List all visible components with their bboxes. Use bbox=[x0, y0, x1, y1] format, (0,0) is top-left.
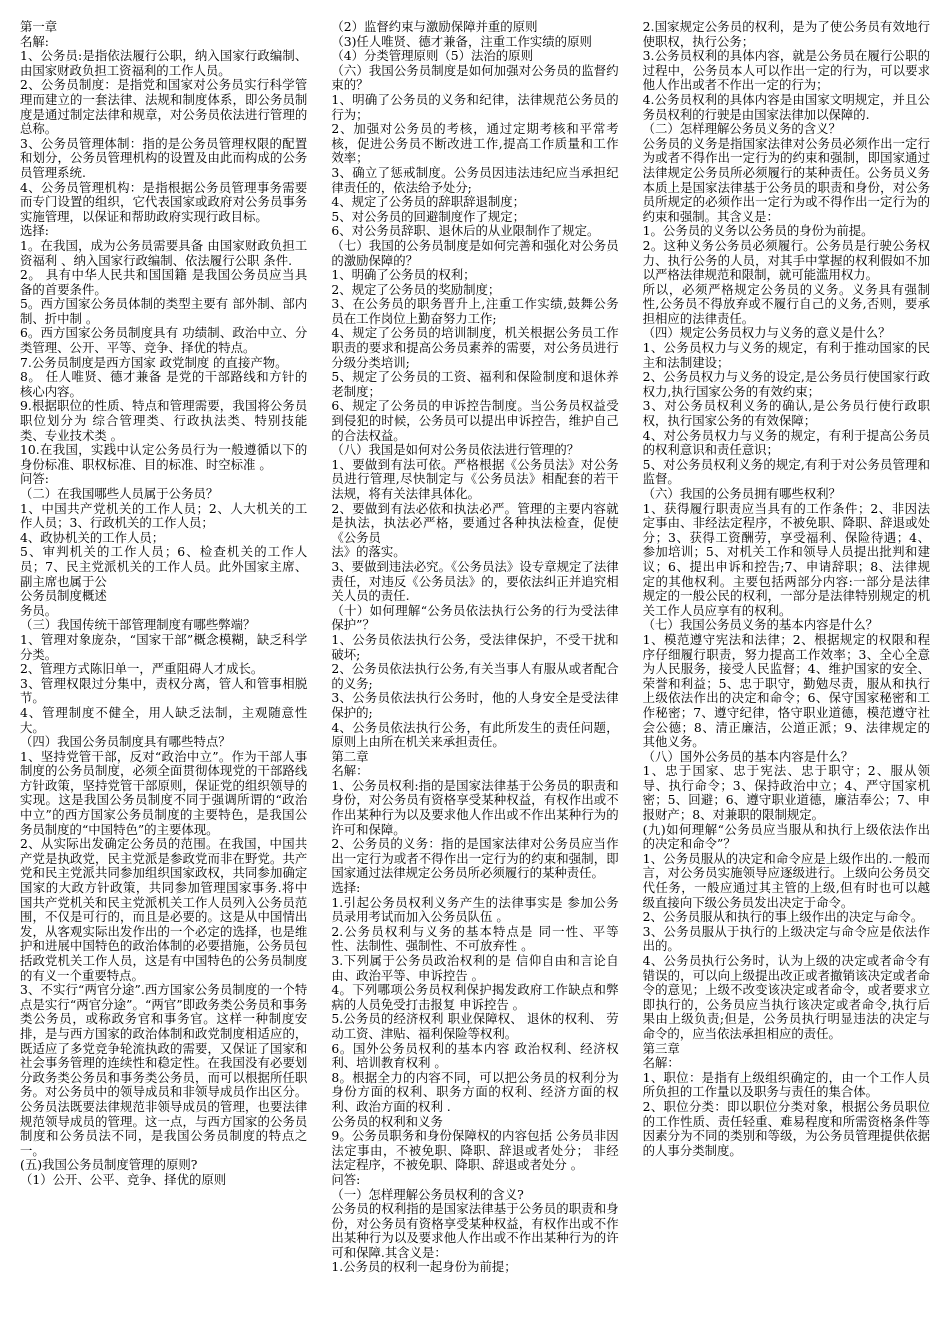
text-paragraph: (九)如何理解“公务员应当服从和执行上级依法作出的决定和命令”？ bbox=[642, 821, 930, 852]
text-paragraph: 4、规定了公务员的培训制度，机关根据公务员工作职责的要求和提高公务员素养的需要，对公务员进行分级分类培训; bbox=[331, 325, 619, 370]
text-paragraph: （一）怎样理解公务员权利的含义? bbox=[331, 1186, 524, 1202]
text-paragraph: 1、公务员:是指依法履行公职，纳入国家行政编制、由国家财政负担工资福利的工作人员。 bbox=[20, 48, 308, 78]
text-paragraph: 名解： bbox=[331, 763, 369, 779]
text-paragraph: 3.下列属于公务员政治权利的是 信仰自由和言论自由、政治平等、申诉控告 。 bbox=[331, 953, 619, 983]
text-paragraph: 1、忠于国家、忠于宪法、忠于职守；2、服从领导、执行命令；3、保持政治中立；4、严守国家机密；5、回避；6、遵守职业道德，廉洁奉公；7、申报财产；8、对兼职的限制规定。 bbox=[642, 763, 930, 823]
text-paragraph: 2.国家规定公务员的权利，是为了使公务员有效地行使职权，执行公务； bbox=[642, 20, 930, 49]
text-paragraph: 4、对公务员权力与义务的规定，有利于提高公务员的权利意识和责任意识； bbox=[642, 427, 930, 458]
text-paragraph: 选择: bbox=[20, 223, 49, 239]
text-paragraph: （八）国外公务员的基本内容是什么？ bbox=[642, 748, 854, 764]
text-paragraph: 2、公务员权力与义务的设定,是公务员行使国家行政权力,执行国家公务的有效约束； bbox=[642, 369, 930, 399]
text-paragraph: 4、规定了公务员的辞职辞退制度； bbox=[331, 194, 526, 210]
text-paragraph: 2、规定了公务员的奖励制度； bbox=[331, 281, 501, 297]
text-paragraph: 8。根据全力的内容不同，可以把公务员的权利分为 身份方面的权利、职务方面的权利、经济方面的权利、政治方面的权利 . bbox=[331, 1069, 619, 1114]
text-paragraph: 3、在公务员的职务晋升上,注重工作实绩,鼓舞公务员在工作岗位上勤奋努力工作; bbox=[331, 296, 619, 326]
text-paragraph: 公务员的权利和义务 bbox=[331, 1113, 443, 1129]
text-paragraph: 6。西方国家公务员制度具有 功绩制、政治中立、分类管理、公开、平等、竞争、择优的特点。 bbox=[20, 325, 308, 356]
text-paragraph: 6、对公务员辞职、退休后的从业限制作了规定。 bbox=[331, 223, 600, 239]
text-paragraph: 法》的落实。 bbox=[331, 544, 406, 560]
text-paragraph: （4）分类管理原则（5）法治的原则 bbox=[331, 48, 533, 64]
text-paragraph: 3.公务员权利的具体内容，就是公务员在履行公职的过程中，公务员本人可以作出一定的行为，可以要求他人作出或者不作出一定的行为； bbox=[642, 48, 930, 93]
text-paragraph: 1、模范遵守宪法和法律；2、根据规定的权限和程序仔细履行职责，努力提高工作效率；3、全心全意为人民服务，接受人民监督；4、维护国家的安全、荣誉和利益；5、忠于职守，勤勉尽责，服从和执行上级依法作出的决定和命令；6、保守国家秘密和工作秘密；7、遵守纪律，恪守职业道德，模范遵守社会公德；8、清正廉洁，公道正派；9、法律规定的其他义务。 bbox=[642, 631, 930, 750]
text-paragraph: 5、审判机关的工作人员；6、检查机关的工作人员；7、民主党派机关的工作人员。此外国家主席、副主席也属于公 bbox=[20, 544, 308, 589]
text-paragraph: 6、规定了公务员的申诉控告制度。当公务员权益受到侵犯的时候，公务员可以提出申诉控告，维护自己的合法权益。 bbox=[331, 398, 619, 443]
text-paragraph: 1、公务员权力与义务的规定，有利于推动国家的民主和法制建设； bbox=[642, 340, 930, 370]
text-paragraph: （2）监督约束与激励保障并重的原则 bbox=[331, 20, 538, 34]
text-paragraph: 1.引起公务员权利义务产生的法律事实是 参加公务员录用考试而加入公务员队伍 。 bbox=[331, 894, 619, 925]
text-paragraph: 1。在我国，成为公务员需要具备 由国家财政负担工资福利 、纳入国家行政编制、依法履行公职 条件. bbox=[20, 237, 308, 268]
text-paragraph: 1、公务员权利:指的是国家法律基于公务员的职责和身份，对公务员有资格享受某种权益，有权作出或不作出某种行为以及要求他人作出或不作出某种行为的许可和保障。 bbox=[331, 777, 619, 837]
text-paragraph: 4、管理制度不健全，用人缺乏法制，主观随意性大。 bbox=[20, 704, 308, 735]
text-paragraph: 公务员的权利指的是国家法律基于公务员的职责和身份，对公务员有资格享受某种权益，有权作出或不作出某种行为以及要求他人作出或不作出某种行为的许可和保障.其含义是： bbox=[331, 1201, 619, 1260]
text-paragraph: 2。 具有中华人民共和国国籍 是我国公务员应当具备的首要条件。 bbox=[20, 267, 308, 297]
text-paragraph: 5.公务员的经济权利 职业保障权、 退休的权利、 劳动工资、津贴、福利保险等权利。 bbox=[331, 1011, 619, 1041]
text-paragraph: （1）公开、公平、竞争、择优的原则 bbox=[20, 1171, 227, 1187]
text-paragraph: 1、明确了公务员的权利； bbox=[331, 267, 476, 283]
text-paragraph: 公务员制度概述 bbox=[20, 588, 107, 604]
text-paragraph: 3、管理权限过分集中，责权分离，管人和管事相脱节。 bbox=[20, 675, 308, 706]
text-paragraph: 问答: bbox=[331, 1171, 361, 1187]
text-paragraph: 2、从实际出发确定公务员的范围。在我国，中国共产党是执政党，民主党派是参政党而非在野党。共产党和民主党派共同参加组织国家政权，共同参加确定国家的大政方针政策，共同参加管理国家事务.将中国共产党机关和民主党派机关工作人员列入公务员范围，不仅是可行的，而且是必要的。这是从中国情出发，从客观实际出发作出的一个必定的选择，也是维护和进展中国特色的政治体制的必要措施，公务员包括政党机关工作人员，这是有中国特色的公务员制度的有义一个重要特点。 bbox=[20, 836, 308, 983]
text-paragraph: 6。国外公务员权利的基本内容 政治权利、经济权利、培训教育权利 。 bbox=[331, 1040, 619, 1071]
text-paragraph: 4、公务员管理机构：是指根据公务员管理事务需要而专门设置的组织，它代表国家或政府对公务员事务实施管理，以保证和帮助政府实现行政目标。 bbox=[20, 179, 308, 224]
text-paragraph: 4、公务员执行公务时，认为上级的决定或者命令有错误的，可以向上级提出改正或者撤销该决定或者命令的意见；上级不改变该决定或者命令，或者要求立即执行的，公务员应当执行该决定或者命令,执行后果由上级负责;但是，公务员执行明显违法的决定与命令的，应当依法承担相应的责任。 bbox=[642, 953, 930, 1041]
text-paragraph: 4.公务员权利的具体内容是由国家文明规定，并且公务员权利的行驶是由国家法律加以保障的. bbox=[642, 91, 930, 122]
text-paragraph: （六）我国公务员制度是如何加强对公务员的监督约束的？ bbox=[331, 62, 619, 93]
text-paragraph: （七）我国的公务员制度是如何完善和强化对公务员的激励保障的？ bbox=[331, 237, 619, 268]
text-paragraph: 10.在我国，实践中认定公务员行为一般遵循以下的 身份标准、职权标准、目的标准、时空标准 。 bbox=[20, 442, 308, 472]
text-paragraph: （七）我国公务员义务的基本内容是什么？ bbox=[642, 617, 879, 633]
text-paragraph: （六）我国的公务员拥有哪些权利？ bbox=[642, 486, 841, 501]
text-paragraph: 所以，必须严格规定公务员的义务。义务具有强制性,公务员不得放弃或不履行自己的义务,否则，要承担相应的法律责任。 bbox=[642, 281, 930, 326]
text-paragraph: （四）我国公务员制度具有哪些特点？ bbox=[20, 734, 231, 750]
column-middle bbox=[331, 20, 618, 1340]
text-paragraph: 2、职位分类：即以职位分类对象，根据公务员职位的工作性质、责任轻重、难易程度和所需资格条件等因素分为不同的类别和等级，为公务员管理提供依据的人事分类制度。 bbox=[642, 1098, 930, 1158]
text-paragraph: 1.公务员的权利一起身份为前提； bbox=[331, 1259, 517, 1275]
text-paragraph: 第一章 bbox=[20, 20, 58, 34]
text-paragraph: 2、要做到有法必依和执法必严。管理的主要内容就是执法，执法必严格，要通过各种执法检查，促使《公务员 bbox=[331, 500, 619, 545]
text-paragraph: 4。下列哪项公务员权利保护揭发政府工作缺点和弊病的人员免受打击报复 申诉控告 。 bbox=[331, 982, 619, 1012]
text-paragraph: 3、对公务员权利义务的确认,是公务员行使行政职权，执行国家公务的有效保障； bbox=[642, 398, 930, 429]
text-paragraph: 1、要做到有法可依。严格根据《公务员法》对公务员进行管理,尽快制定与《公务员法》相配套的若干法规，将有关法律具体化。 bbox=[331, 456, 619, 501]
text-paragraph: 3、要做到违法必究。《公务员法》设专章规定了法律责任，对违反《公务员法》的，要依法纠正并追究相关人员的责任. bbox=[331, 558, 619, 604]
text-paragraph: 2、加强对公务员的考核，通过定期考核和平常考核，促进公务员不断改进工作,提高工作质量和工作效率； bbox=[331, 121, 619, 166]
text-paragraph: 名解: bbox=[20, 33, 49, 49]
text-paragraph: 1、管理对象庞杂，“国家干部”概念模糊，缺乏科学分类。 bbox=[20, 631, 308, 662]
text-paragraph: 选择: bbox=[331, 880, 361, 896]
text-paragraph: （八）我国是如何对公务员依法进行管理的？ bbox=[331, 442, 580, 458]
text-paragraph: （四）规定公务员权力与义务的意义是什么？ bbox=[642, 325, 891, 341]
text-paragraph: 3、公务员服从于执行的上级决定与命令应是依法作出的。 bbox=[642, 923, 930, 954]
text-paragraph: 名解： bbox=[642, 1055, 680, 1071]
text-paragraph: 3、不实行“两官分途”.西方国家公务员制度的一个特点是实行“两官分途”。“两官”即政务类公务员和事务类公务员，或称政务官和事务官。这样一种制度安排，是与西方国家的政治体制和政党制度相适应的，既适应了多党竞争轮流执政的需要，又保证了国家和社会事务管理的连续性和稳定性。在我国没有必要划分政务类公务员和事务类公务员，而可以根据所任职务。对公务员中的领导成员和非领导成员作出区分。公务员法既要法律规范非领导成员的管理，也要法律规范领导成员的管理。这一点，与西方国家的公务员制度和公务员法不同，是我国公务员制度的特点之一。 bbox=[20, 982, 308, 1158]
text-paragraph: 1、公务员依法执行公务，受法律保护，不受干扰和破坏; bbox=[331, 631, 619, 662]
text-paragraph: 5、规定了公务员的工资、福利和保险制度和退休养老制度； bbox=[331, 369, 619, 399]
text-paragraph: 2、管理方式陈旧单一，严重阻碍人才成长。 bbox=[20, 661, 264, 677]
text-paragraph: 第二章 bbox=[331, 748, 369, 764]
text-paragraph: （3)任人唯贤、德才兼备，注重工作实绩的原则 bbox=[331, 33, 592, 49]
text-paragraph: 3、确立了惩戒制度。公务员因违法违纪应当承担纪律责任的，依法给予处分; bbox=[331, 164, 619, 195]
text-paragraph: 问答: bbox=[20, 471, 49, 487]
text-paragraph: 2、公务员服从和执行的事上级作出的决定与命令。 bbox=[642, 909, 924, 925]
text-paragraph: 2。这种义务公务员必须履行。公务员是行驶公务权力、执行公务的人员，对其手中掌握的权利假如不加以严格法律规范和限制，就可能滥用权力。 bbox=[642, 237, 930, 283]
text-paragraph: 2、公务员的义务：指的是国家法律对公务员应当作出一定行为或者不得作出一定行为的约束和强制，即国家通过法律规定公务员所必须履行的某种责任。 bbox=[331, 836, 619, 881]
text-paragraph: 1、职位：是指有上级组织确定的，由一个工作人员所负担的工作量以及职务与责任的集合体。 bbox=[642, 1069, 930, 1100]
text-paragraph: 1、获得履行职责应当具有的工作条件；2、非因法定事由、非经法定程序，不被免职、降职、辞退或处分；3、获得工资酬劳，享受福利、保险待遇；4、参加培训；5、对机关工作和领导人员提出批判和建议；6、提出申诉和控告;7、申请辞职；8、法律规定的其他权利。主要包括两部分内容:一部分是法律规定的一般公民的权利，一部分是法律特别规定的机关工作人员应享有的权利。 bbox=[642, 500, 930, 618]
text-paragraph: （二）怎样理解公务员义务的含义？ bbox=[642, 121, 841, 137]
text-paragraph: 2.公务员权利与义务的基本特点是 同一性、平等性、法制性、强制性、不可放弃性 。 bbox=[331, 923, 619, 954]
text-paragraph: 5。西方国家公务员体制的类型主要有 部外制、部内制、折中制 。 bbox=[20, 296, 308, 326]
text-paragraph: 公务员的义务是指国家法律对公务员必须作出一定行为或者不得作出一定行为的约束和强制，即国家通过法律规定公务员所必须履行的某种责任。公务员义务本质上是国家法律基于公务员的职责和身份，对公务员所规定的必须作出一定行为或不得作出一定行为的约束和强制。其含义是： bbox=[642, 135, 930, 224]
text-paragraph: 1、明确了公务员的义务和纪律，法律规范公务员的行为； bbox=[331, 91, 619, 122]
text-paragraph: 9.根据职位的性质、特点和管理需要，我国将公务员职位划分为 综合管理类、行政执法类、特别技能类、专业技术类 。 bbox=[20, 398, 308, 443]
text-paragraph: 8。 任人唯贤、德才兼备 是党的干部路线和方针的核心内容。 bbox=[20, 369, 308, 399]
text-paragraph: 2、公务员制度：是指党和国家对公务员实行科学管理而建立的一套法律、法规和制度体系，即公务员制度是通过制定法律和规章，对公务员依法进行管理的总称。 bbox=[20, 77, 308, 137]
text-paragraph: 2、公务员依法执行公务,有关当事人有服从或者配合的义务; bbox=[331, 661, 619, 691]
text-paragraph: 1。公务员的义务以公务员的身份为前提。 bbox=[642, 223, 874, 239]
text-paragraph: 务员。 bbox=[20, 602, 58, 618]
text-paragraph: (五)我国公务员制度管理的原则? bbox=[20, 1157, 198, 1173]
text-paragraph: （三）我国传统干部管理制度有哪些弊端？ bbox=[20, 617, 256, 633]
text-paragraph: 1、坚持党管干部，反对“政治中立”。作为干部人事制度的公务员制度，必须全面贯彻体现党的干部路线方针政策，坚持党管干部原则，保证党的组织领导的实现。这是我国公务员制度不同于强调所谓的“政治中立”的西方国家公务员制度的主要特色，是我国公务员制度的“中国特色”的主要体现。 bbox=[20, 748, 308, 837]
text-paragraph: 1、公务员服从的决定和命令应是上级作出的.一般而言，对公务员实施领导应逐级进行。上级向公务员交代任务，一般应通过其主管的上级,但有时也可以越级直接向下级公务员发出决定于命令。 bbox=[642, 850, 930, 910]
text-paragraph: 4、公务员依法执行公务，有此所发生的责任问题，原则上由所在机关来承担责任。 bbox=[331, 719, 619, 750]
text-paragraph: 3、公务员依法执行公务时，他的人身安全是受法律保护的; bbox=[331, 690, 619, 720]
text-paragraph: 第三章 bbox=[642, 1040, 680, 1056]
text-paragraph: 5、对公务员权利义务的规定,有利于对公务员管理和监督。 bbox=[642, 456, 930, 487]
text-paragraph: （十）如何理解“公务员依法执行公务的行为受法律保护”？ bbox=[331, 602, 619, 633]
text-paragraph: 5、对公务员的回避制度作了规定； bbox=[331, 208, 526, 224]
text-paragraph: 7.公务员制度是西方国家 政党制度 的直接产物。 bbox=[20, 354, 288, 370]
text-paragraph: 3、公务员管理体制：指的是公务员管理权限的配置和划分，公务员管理机构的设置及由此而构成的公务员管理系统. bbox=[20, 135, 308, 180]
text-paragraph: 9。公务员职务和身份保障权的内容包括 公务员非因法定事由，不被免职、降职、辞退或者处分； 非经法定程序，不被免职、降职、辞退或者处分 。 bbox=[331, 1128, 619, 1173]
text-paragraph: 4、政协机关的工作人员； bbox=[20, 529, 165, 545]
text-paragraph: 1、中国共产党机关的工作人员；2、人大机关的工作人员；3、行政机关的工作人员； bbox=[20, 500, 308, 531]
text-paragraph: （二）在我国哪些人员属于公务员？ bbox=[20, 486, 219, 501]
column-left bbox=[20, 20, 307, 1340]
column-right bbox=[643, 20, 930, 1340]
